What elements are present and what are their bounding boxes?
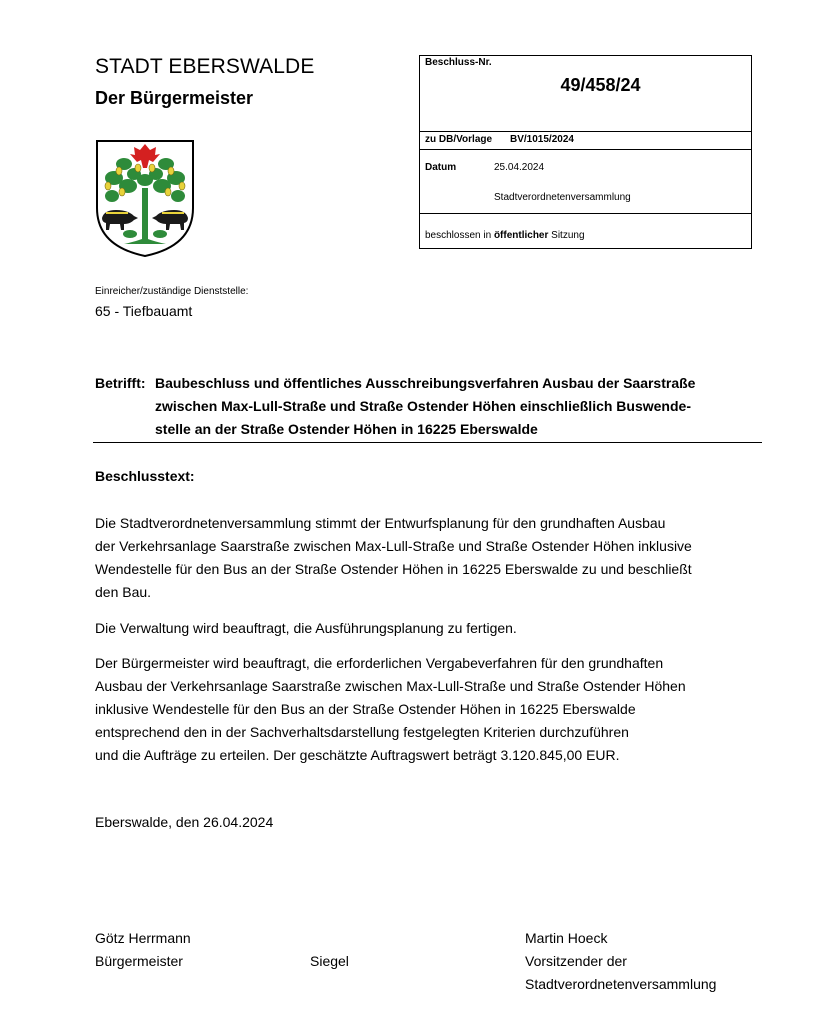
resolution-paragraph [95,512,760,604]
paragraph-line: Der Bürgermeister wird beauftragt, die erforderlichen Vergabeverfahren für den grundhaften [95,655,664,671]
signer-role: Vorsitzender der [525,953,627,969]
signature-mayor [95,927,191,973]
divider [93,442,762,443]
resolution-paragraph [95,617,760,640]
date-label: Datum [425,162,457,173]
subject-label: Betrifft: [95,375,146,391]
paragraph-line: der Verkehrsanlage Saarstraße zwischen Max-Lull-Straße und Straße Ostender Höhen inklusive [95,538,692,554]
session-suffix: Sitzung [548,230,585,241]
signer-role: Bürgermeister [95,953,183,969]
paragraph-line: entsprechend den in der Sachverhaltsdarstellung festgelegten Kriterien durchzuführen [95,724,629,740]
proposal-number: BV/1015/2024 [510,134,574,145]
subject-line: stelle an der Straße Ostender Höhen in 16225 Eberswalde [155,421,538,437]
paragraph-line: und die Aufträge zu erteilen. Der geschätzte Auftragswert beträgt 3.120.845,00 EUR. [95,747,620,763]
office-title: Der Bürgermeister [95,88,254,108]
session-prefix: beschlossen in [425,230,494,241]
paragraph-line: Wendestelle für den Bus an der Straße Ostender Höhen in 16225 Eberswalde zu und beschließt [95,561,692,577]
paragraph-line: Die Stadtverordnetenversammlung stimmt der Entwurfsplanung für den grundhaften Ausbau [95,515,666,531]
paragraph-line: Die Verwaltung wird beauftragt, die Ausführungsplanung zu fertigen. [95,620,517,636]
session-status [425,230,585,241]
proposal-row [420,132,751,150]
subject-line: Baubeschluss und öffentliches Ausschreibungsverfahren Ausbau der Saarstraße [155,375,696,391]
resolution-paragraph [95,652,760,767]
seal-label: Siegel [310,953,349,969]
paragraph-line: Ausbau der Verkehrsanlage Saarstraße zwischen Max-Lull-Straße und Straße Ostender Höhen [95,678,686,694]
signature-chair [525,927,716,996]
session-row [420,214,751,248]
submitter-value: 65 - Tiefbauamt [95,303,193,319]
place-and-date: Eberswalde, den 26.04.2024 [95,814,274,830]
city-name: STADT EBERSWALDE [95,55,315,78]
subject-text [155,372,755,441]
date-value: 25.04.2024 [494,162,545,173]
signer-role: Stadtverordnetenversammlung [525,976,717,992]
submitter-label: Einreicher/zuständige Dienststelle: [95,286,249,297]
resolution-number-label: Beschluss-Nr. [425,57,492,68]
signer-name: Götz Herrmann [95,930,191,946]
subject-line: zwischen Max-Lull-Straße und Straße Ostender Höhen einschließlich Buswende- [155,398,691,414]
resolution-number-row [420,56,751,132]
resolution-number: 49/458/24 [560,75,641,95]
signer-name: Martin Hoeck [525,930,608,946]
session-public: öffentlicher [493,230,549,241]
coat-of-arms-icon [94,138,196,258]
date-row [420,150,751,214]
proposal-label: zu DB/Vorlage [425,134,493,145]
paragraph-line: inklusive Wendestelle für den Bus an der Straße Ostender Höhen in 16225 Eberswalde [95,701,636,717]
committee-name: Stadtverordnetenversammlung [494,192,631,203]
resolution-text-heading: Beschlusstext: [95,468,195,484]
resolution-info-box [419,55,752,249]
paragraph-line: den Bau. [95,584,152,600]
